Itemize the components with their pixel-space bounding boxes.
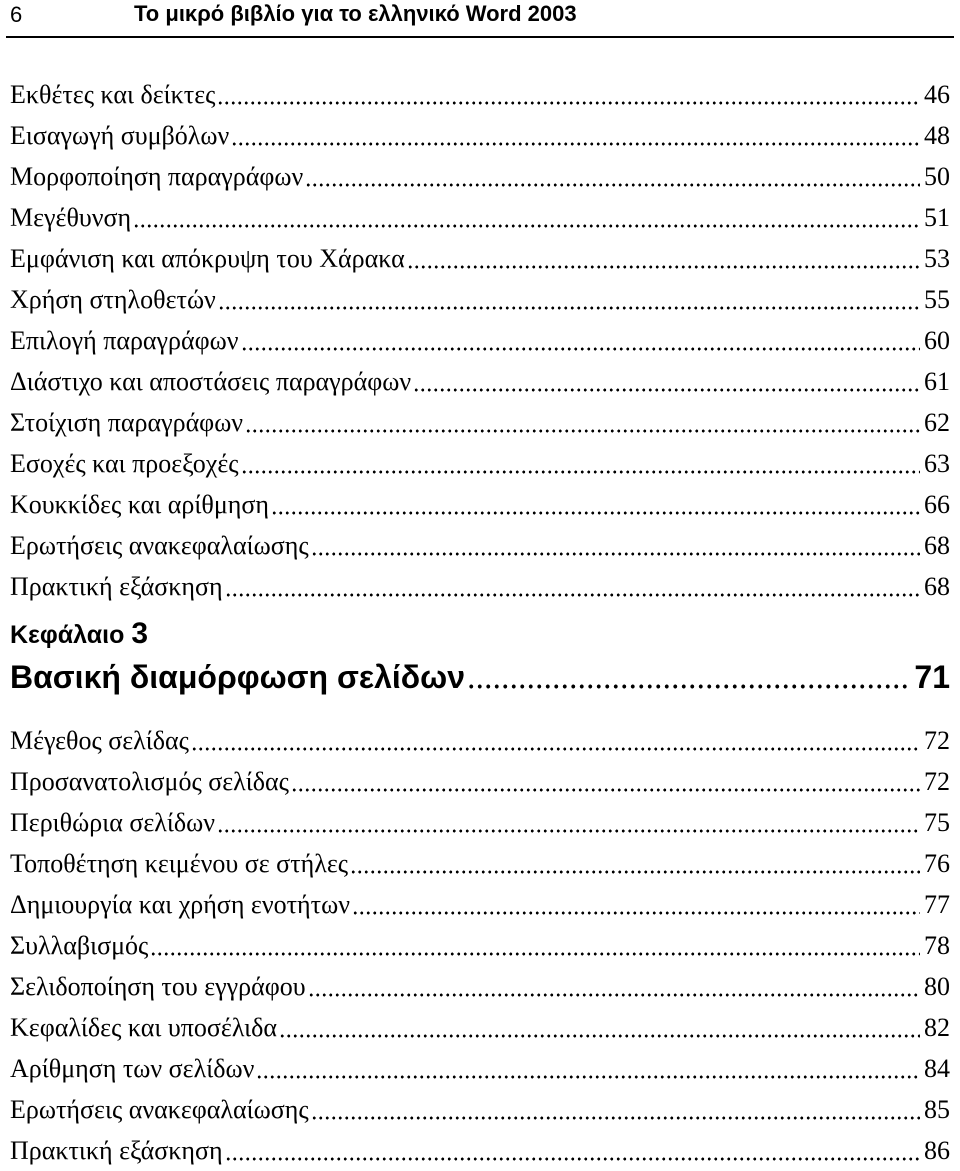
dot-leader	[133, 223, 920, 229]
toc-entry[interactable]	[10, 720, 950, 761]
toc-entry-page-number: 68	[924, 531, 950, 560]
toc-entry-title: Στοίχιση παραγράφων	[10, 408, 244, 437]
chapter-number: 3	[131, 617, 148, 650]
dot-leader	[291, 787, 920, 793]
toc-entry-page-number: 85	[924, 1095, 950, 1124]
toc-entry-page-number: 76	[924, 849, 950, 878]
toc-entry-title: Διάστιχο και αποστάσεις παραγράφων	[10, 367, 412, 396]
toc-list-before	[10, 74, 950, 607]
toc-entry-page-number: 50	[924, 162, 950, 191]
toc-entry-title: Δημιουργία και χρήση ενοτήτων	[10, 890, 350, 919]
toc-entry-title: Εκθέτες και δείκτες	[10, 80, 216, 109]
toc-entry[interactable]	[10, 884, 950, 925]
toc-entry[interactable]	[10, 1089, 950, 1130]
toc-entry-page-number: 86	[924, 1136, 950, 1165]
toc-entry-title: Πρακτική εξάσκηση	[10, 572, 223, 601]
dot-leader	[245, 428, 920, 434]
toc-entry-title: Αρίθμηση των σελίδων	[10, 1054, 255, 1083]
toc-entry[interactable]	[10, 1048, 950, 1089]
toc-entry-page-number: 48	[924, 121, 950, 150]
dot-leader	[241, 346, 920, 352]
dot-leader	[308, 992, 920, 998]
toc-entry-title: Μορφοποίηση παραγράφων	[10, 162, 304, 191]
dot-leader	[352, 910, 920, 916]
dot-leader	[225, 1156, 920, 1162]
toc-entry[interactable]	[10, 402, 950, 443]
toc-entry-title: Συλλαβισμός	[10, 931, 149, 960]
toc-entry-page-number: 84	[924, 1054, 950, 1083]
toc-entry[interactable]	[10, 925, 950, 966]
toc-entry-page-number: 55	[924, 285, 950, 314]
toc-entry[interactable]	[10, 843, 950, 884]
toc-entry-page-number: 78	[924, 931, 950, 960]
toc-entry[interactable]	[10, 484, 950, 525]
toc-entry[interactable]	[10, 761, 950, 802]
toc-entry-page-number: 82	[924, 1013, 950, 1042]
toc-entry-title: Εμφάνιση και απόκρυψη του Χάρακα	[10, 244, 405, 273]
toc-entry-title: Προσανατολισμός σελίδας	[10, 767, 289, 796]
dot-leader	[191, 746, 920, 752]
toc-entry-title: Μεγέθυνση	[10, 203, 132, 232]
dot-leader	[271, 510, 920, 516]
toc-entry-title: Χρήση στηλοθετών	[10, 285, 216, 314]
toc-entry-page-number: 72	[924, 767, 950, 796]
toc-entry[interactable]	[10, 279, 950, 320]
dot-leader	[218, 305, 920, 311]
toc-entry-title: Ερωτήσεις ανακεφαλαίωσης	[10, 531, 309, 560]
toc-entry[interactable]	[10, 443, 950, 484]
dot-leader	[256, 1074, 920, 1080]
toc-entry-title: Κουκκίδες και αρίθμηση	[10, 490, 269, 519]
chapter-label-text: Κεφάλαιο	[10, 621, 125, 649]
toc-entry-title: Τοποθέτηση κειμένου σε στήλες	[10, 849, 349, 878]
toc-entry-title: Μέγεθος σελίδας	[10, 726, 189, 755]
toc-entry-page-number: 77	[924, 890, 950, 919]
toc-list-after	[10, 720, 950, 1171]
dot-leader	[413, 387, 920, 393]
dot-leader	[467, 683, 910, 690]
header-page-number: 6	[10, 2, 23, 27]
toc-entry-title: Ερωτήσεις ανακεφαλαίωσης	[10, 1095, 309, 1124]
toc-entry-title: Επιλογή παραγράφων	[10, 326, 239, 355]
toc-entry[interactable]	[10, 320, 950, 361]
toc-entry-page-number: 62	[924, 408, 950, 437]
toc-entry-page-number: 61	[924, 367, 950, 396]
dot-leader	[217, 828, 920, 834]
toc-entry[interactable]	[10, 966, 950, 1007]
toc-entry-page-number: 53	[924, 244, 950, 273]
dot-leader	[305, 182, 920, 188]
toc-entry-page-number: 80	[924, 972, 950, 1001]
chapter-label	[10, 614, 950, 654]
toc-entry-title: Σελιδοποίηση του εγγράφου	[10, 972, 306, 1001]
toc-entry-page-number: 46	[924, 80, 950, 109]
dot-leader	[350, 869, 920, 875]
toc-entry[interactable]	[10, 525, 950, 566]
toc-entry-page-number: 68	[924, 572, 950, 601]
toc-entry-page-number: 60	[924, 326, 950, 355]
toc-entry-title: Πρακτική εξάσκηση	[10, 1136, 223, 1165]
dot-leader	[217, 100, 920, 106]
dot-leader	[407, 264, 920, 270]
toc-entry[interactable]	[10, 361, 950, 402]
toc-entry-title: Κεφαλίδες και υποσέλιδα	[10, 1013, 277, 1042]
toc-entry-page-number: 63	[924, 449, 950, 478]
toc-entry[interactable]	[10, 156, 950, 197]
dot-leader	[225, 592, 920, 598]
toc-entry[interactable]	[10, 802, 950, 843]
toc-entry[interactable]	[10, 197, 950, 238]
toc-entry[interactable]	[10, 1007, 950, 1048]
dot-leader	[231, 141, 920, 147]
dot-leader	[241, 469, 920, 475]
toc-entry-page-number: 51	[924, 203, 950, 232]
toc-entry-title: Περιθώρια σελίδων	[10, 808, 215, 837]
header-book-title: Το μικρό βιβλίο για το ελληνικό Word 2003	[134, 1, 577, 26]
toc-entry[interactable]	[10, 566, 950, 607]
chapter-page-number: 71	[914, 659, 950, 695]
toc-entry-title: Εσοχές και προεξοχές	[10, 449, 239, 478]
toc-entry-page-number: 75	[924, 808, 950, 837]
toc-entry-page-number: 72	[924, 726, 950, 755]
dot-leader	[311, 551, 920, 557]
dot-leader	[311, 1115, 920, 1121]
toc-entry[interactable]	[10, 238, 950, 279]
toc-entry[interactable]	[10, 74, 950, 115]
toc-entry[interactable]	[10, 115, 950, 156]
running-header	[6, 0, 954, 38]
toc-entry-title: Εισαγωγή συμβόλων	[10, 121, 230, 150]
chapter-title-entry[interactable]	[10, 654, 950, 700]
chapter-title: Βασική διαμόρφωση σελίδων	[10, 659, 465, 695]
chapter-heading	[10, 614, 950, 700]
toc-entry-page-number: 66	[924, 490, 950, 519]
dot-leader	[150, 951, 920, 957]
dot-leader	[279, 1033, 920, 1039]
